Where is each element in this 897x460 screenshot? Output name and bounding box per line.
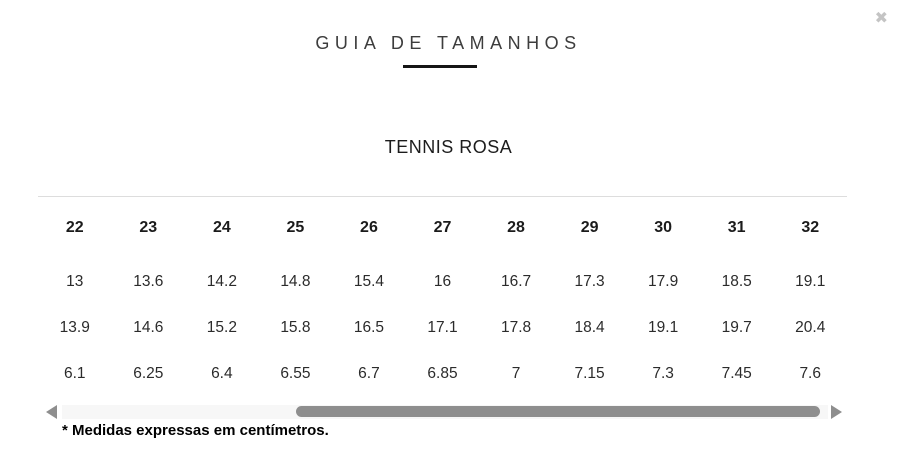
size-value-cell: 19.1 (648, 319, 679, 336)
size-value-cell: 15.8 (280, 319, 311, 336)
size-value-cell: 17.1 (427, 319, 458, 336)
size-header-cell: 27 (433, 219, 452, 236)
size-header-cell: 23 (139, 219, 158, 236)
size-value-cell: 15.4 (353, 273, 385, 290)
size-value-cell: 6.85 (427, 365, 458, 382)
size-header-cell: 32 (801, 219, 820, 236)
size-value-cell: 16 (433, 273, 452, 290)
size-value-cell: 14.8 (280, 273, 311, 290)
size-value-cell: 18.5 (721, 273, 752, 290)
size-header-cell: 26 (360, 219, 378, 236)
size-value-cell: 19.7 (721, 319, 752, 336)
size-header-cell: 29 (580, 219, 599, 236)
size-value-cell: 6.1 (63, 365, 86, 382)
size-value-cell: 15.2 (206, 319, 237, 336)
size-value-cell: 13.9 (59, 319, 90, 336)
size-value-cell: 14.2 (206, 273, 237, 290)
size-value-cell: 19.1 (795, 273, 826, 290)
scroll-left-arrow-icon[interactable] (46, 405, 57, 419)
size-value-cell: 18.4 (574, 319, 605, 336)
close-icon: ✖ (874, 8, 888, 27)
size-value-cell: 13.6 (133, 273, 164, 290)
size-value-cell: 20.4 (795, 319, 826, 336)
size-header-cell: 30 (654, 219, 673, 236)
size-value-cell: 7.3 (652, 365, 674, 382)
scrollbar-track[interactable] (62, 405, 828, 419)
scroll-right-arrow-icon[interactable] (831, 405, 842, 419)
size-value-cell: 6.7 (358, 365, 380, 382)
size-value-cell: 7 (511, 365, 521, 382)
size-value-cell: 16.7 (500, 273, 532, 290)
size-value-row (38, 351, 847, 397)
size-value-cell: 6.25 (133, 365, 164, 382)
size-table (38, 196, 847, 397)
modal-title: GUIA DE TAMANHOS (315, 33, 582, 53)
size-value-cell: 7.6 (799, 365, 821, 382)
size-value-cell: 6.4 (211, 365, 233, 382)
size-value-cell: 16.5 (353, 319, 385, 336)
measurements-footnote: * Medidas expressas em centímetros. (62, 422, 329, 439)
size-value-cell: 7.45 (721, 365, 752, 382)
product-name: TENNIS ROSA (384, 137, 513, 157)
title-underline (403, 65, 477, 68)
size-header-cell: 22 (65, 219, 84, 236)
size-value-row (38, 259, 847, 305)
size-value-cell: 17.8 (500, 319, 532, 336)
size-value-row (38, 305, 847, 351)
size-header-cell: 28 (507, 219, 525, 236)
size-header-row (38, 197, 847, 259)
close-button[interactable] (871, 6, 892, 30)
size-value-cell: 6.55 (280, 365, 311, 382)
size-value-cell: 13 (66, 273, 84, 290)
size-value-cell: 7.15 (574, 365, 605, 382)
size-header-cell: 31 (727, 219, 746, 236)
scrollbar-thumb[interactable] (296, 406, 820, 417)
size-header-cell: 24 (212, 219, 231, 236)
size-header-cell: 25 (286, 219, 305, 236)
size-value-cell: 14.6 (133, 319, 164, 336)
size-value-cell: 17.3 (574, 273, 605, 290)
size-value-cell: 17.9 (648, 273, 679, 290)
